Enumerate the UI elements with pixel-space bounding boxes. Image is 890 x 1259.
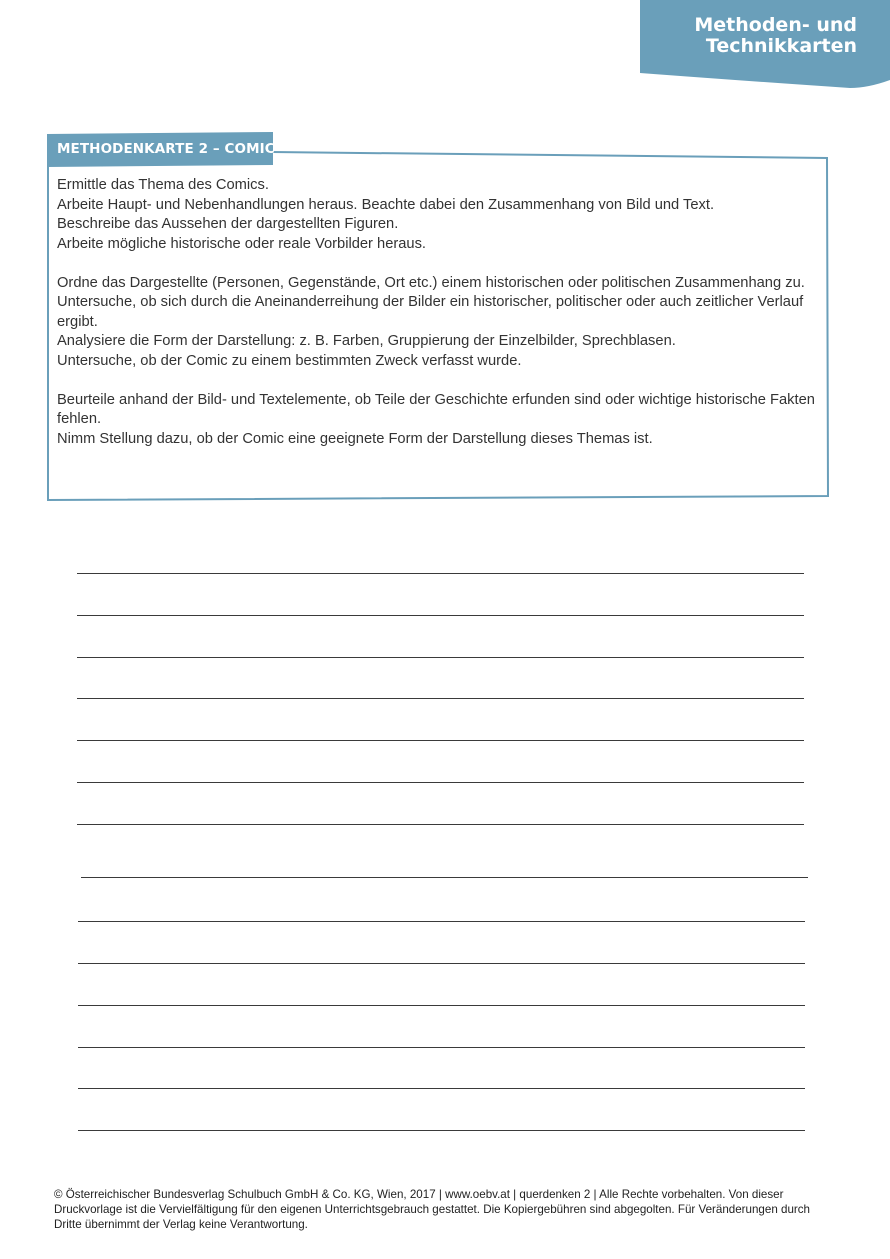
writing-line[interactable]: [77, 615, 804, 616]
writing-line[interactable]: [78, 963, 805, 964]
instruction-line: Arbeite Haupt- und Nebenhandlungen heraus. Beachte dabei den Zusammenhang von Bild und Text.: [57, 196, 715, 213]
step-group-analyze: [57, 274, 825, 372]
instruction-line: Beurteile anhand der Bild- und Textelemente, ob Teile der Geschichte erfunden sind oder wichtige historische Fakten fehlen.: [57, 391, 815, 427]
step-group-evaluate: [57, 391, 825, 450]
writing-line[interactable]: [77, 698, 804, 699]
writing-line[interactable]: [81, 877, 808, 878]
writing-line[interactable]: [77, 824, 804, 825]
writing-line[interactable]: [78, 1047, 805, 1048]
section-tab-title-line1: Methoden- und: [694, 14, 857, 36]
instruction-line: Untersuche, ob sich durch die Aneinanderreihung der Bilder ein historischer, politischer oder auch zeitlicher Verlauf ergibt.: [57, 294, 804, 330]
instruction-line: Nimm Stellung dazu, ob der Comic eine geeignete Form der Darstellung dieses Themas ist.: [57, 430, 653, 447]
section-tab: [640, 0, 890, 92]
section-tab-title: [694, 15, 857, 57]
instruction-line: Ordne das Dargestellte (Personen, Gegenstände, Ort etc.) einem historischen oder politischen Zusammenhang zu.: [57, 274, 805, 291]
writing-line[interactable]: [77, 657, 804, 658]
instruction-line: Untersuche, ob der Comic zu einem bestimmten Zweck verfasst wurde.: [57, 352, 522, 369]
writing-line[interactable]: [78, 1005, 805, 1006]
instruction-line: Ermittle das Thema des Comics.: [57, 177, 269, 193]
writing-line[interactable]: [78, 921, 805, 922]
step-group-describe: [57, 176, 825, 254]
writing-line[interactable]: [77, 573, 804, 574]
writing-line[interactable]: [77, 782, 804, 783]
instruction-line: Arbeite mögliche historische oder reale Vorbilder heraus.: [57, 235, 427, 252]
writing-line[interactable]: [78, 1130, 805, 1131]
method-card-label: METHODENKARTE 2 – COMIC: [57, 141, 275, 157]
instruction-line: Analysiere die Form der Darstellung: z. B. Farben, Gruppierung der Einzelbilder, Sprechblasen.: [57, 333, 676, 349]
writing-line[interactable]: [77, 740, 804, 741]
section-tab-title-line2: Technikkarten: [705, 35, 857, 57]
writing-line[interactable]: [78, 1088, 805, 1089]
instruction-line: Beschreibe das Aussehen der dargestellten Figuren.: [57, 216, 399, 232]
copyright-footer: © Österreichischer Bundesverlag Schulbuch GmbH & Co. KG, Wien, 2017 | www.oebv.at | querdenken 2 | Alle Rechte vorbehalten. Von dieser Druckvorlage ist die Vervielfältigung für den eigenen Unterrichtsgebrauch gestattet. Die Kopiergebühren sind abgegolten. Für Veränderungen durch Dritte übernimmt der Verlag keine Verantwortung.: [54, 1188, 810, 1231]
method-card-content: [57, 176, 825, 469]
